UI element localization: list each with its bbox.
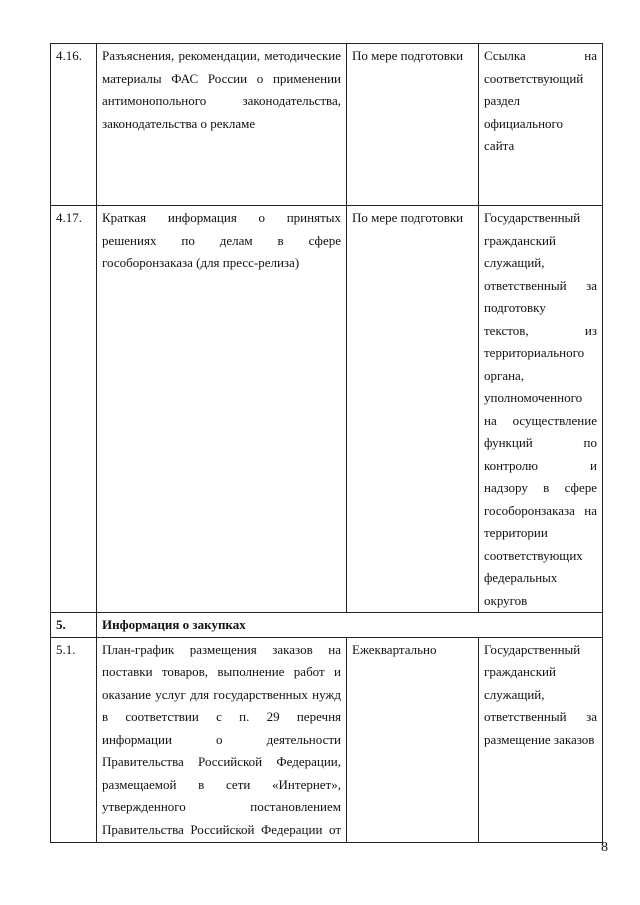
row-period: По мере подготовки xyxy=(347,206,479,613)
section-number: 5. xyxy=(51,613,97,638)
row-period: По мере подготовки xyxy=(347,44,479,206)
info-table xyxy=(50,43,603,843)
row-description: Разъяснения, рекомендации, методические материалы ФАС России о применении антимонопольного законодательства, законодательства о рекламе xyxy=(97,44,347,206)
table-row xyxy=(51,206,603,613)
row-description: План-график размещения заказов на поставки товаров, выполнение работ и оказание услуг для государственных нужд в соответствии с п. 29 перечня информации о деятельности Правительства Российской Федерации, размещаемой в сети «Интернет», утвержденного постановлением Правительства Российской Федерации от xyxy=(97,637,347,842)
row-number: 4.17. xyxy=(51,206,97,613)
section-row xyxy=(51,613,603,638)
row-period: Ежеквартально xyxy=(347,637,479,842)
page-number: 8 xyxy=(601,840,608,855)
row-responsible: Ссылка на соответствующий раздел официального сайта xyxy=(479,44,603,206)
row-number: 4.16. xyxy=(51,44,97,206)
row-responsible: Государственный гражданский служащий, ответственный за размещение заказов xyxy=(479,637,603,842)
section-title: Информация о закупках xyxy=(97,613,603,638)
table-row xyxy=(51,637,603,842)
table-row xyxy=(51,44,603,206)
row-description: Краткая информация о принятых решениях по делам в сфере гособоронзаказа (для пресс-релиза) xyxy=(97,206,347,613)
row-number: 5.1. xyxy=(51,637,97,842)
row-responsible: Государственный гражданский служащий, ответственный за подготовку текстов, из территориального органа, уполномоченного на осуществление функций по контролю и надзору в сфере гособоронзаказа на территории соответствующих федеральных округов xyxy=(479,206,603,613)
